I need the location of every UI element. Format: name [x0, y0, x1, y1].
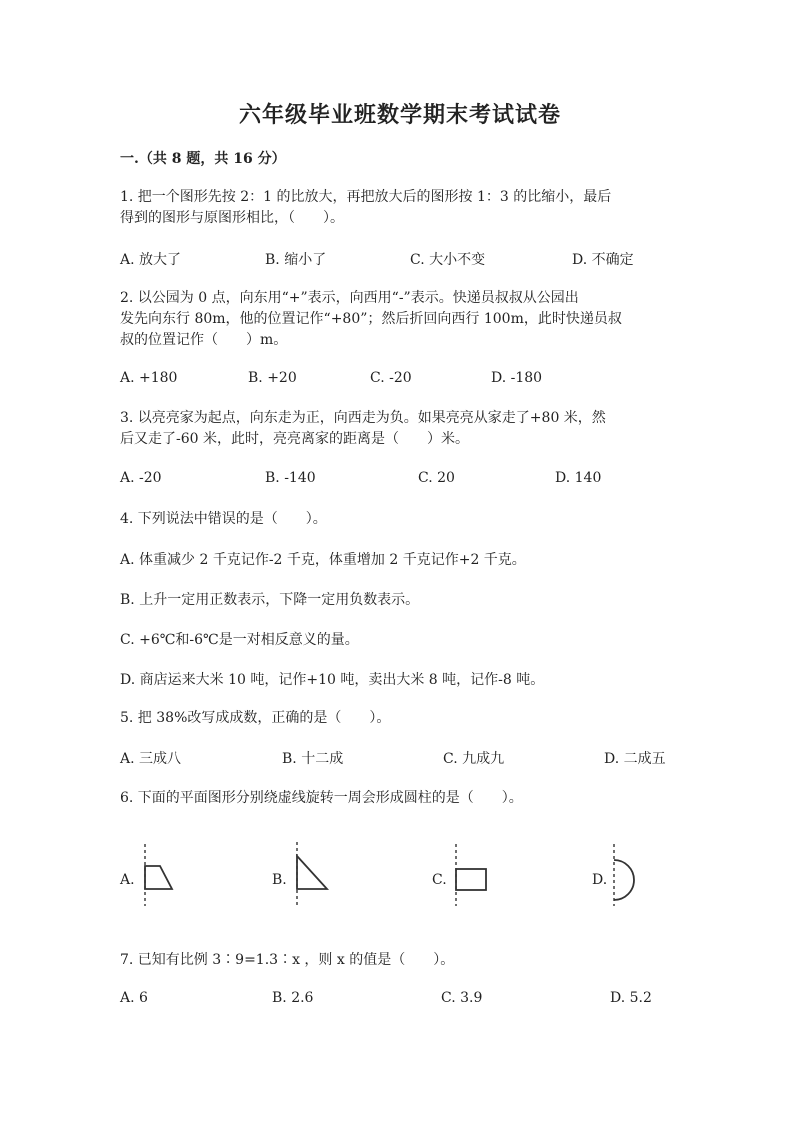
question-4-option-b: B. 上升一定用正数表示，下降一定用负数表示。 — [120, 592, 420, 608]
question-5-stem — [120, 708, 680, 729]
question-6-stem — [120, 788, 680, 809]
semicircle-figure-icon — [592, 840, 662, 910]
question-5-option-b: B. 十二成 — [282, 751, 344, 767]
question-3-stem-line: 后又走了-60 米，此时，亮亮离家的距离是（ ）米。 — [120, 431, 469, 447]
question-1-option-c: C. 大小不变 — [410, 252, 486, 268]
question-5-option-d: D. 二成五 — [604, 751, 666, 767]
question-1-stem — [120, 187, 680, 229]
question-2-option-c: C. -20 — [370, 370, 412, 386]
question-1-option-a: A. 放大了 — [120, 252, 182, 268]
question-4-option-c: C. +6℃和-6℃是一对相反意义的量。 — [120, 632, 359, 648]
question-6-option-c-label: C. — [432, 872, 447, 888]
question-7-stem-line: 7. 已知有比例 3∶9=1.3∶x ，则 x 的值是（ ）。 — [120, 952, 455, 968]
question-2-stem-line: 发先向东行 80m，他的位置记作“+80”；然后折回向西行 100m，此时快递员叔 — [120, 311, 622, 327]
exam-title: 六年级毕业班数学期末考试试卷 — [238, 102, 561, 128]
question-4-option-d: D. 商店运来大米 10 吨，记作+10 吨，卖出大米 8 吨，记作-8 吨。 — [120, 672, 545, 688]
question-1-stem-line: 1. 把一个图形先按 2：1 的比放大，再把放大后的图形按 1：3 的比缩小，最后 — [120, 189, 612, 205]
question-6-option-a — [120, 840, 190, 910]
question-6-option-b — [272, 840, 342, 910]
question-3-option-d: D. 140 — [555, 470, 602, 486]
section-heading: 一.（共 8 题，共 16 分） — [120, 151, 286, 167]
rectangle-figure-icon — [432, 840, 502, 910]
question-2-stem — [120, 288, 680, 351]
question-7-option-b: B. 2.6 — [272, 990, 314, 1006]
question-7-option-c: C. 3.9 — [441, 990, 483, 1006]
question-7-stem — [120, 950, 680, 971]
question-6-option-a-label: A. — [120, 872, 135, 888]
question-6-option-b-label: B. — [272, 872, 287, 888]
question-1-option-b: B. 缩小了 — [265, 252, 327, 268]
question-4-stem-line: 4. 下列说法中错误的是（ ）。 — [120, 511, 327, 527]
question-6-stem-line: 6. 下面的平面图形分别绕虚线旋转一周会形成圆柱的是（ ）。 — [120, 790, 523, 806]
question-2-stem-line: 2. 以公园为 0 点，向东用“+”表示，向西用“-”表示。快递员叔叔从公园出 — [120, 290, 579, 306]
question-4-option-a: A. 体重减少 2 千克记作-2 千克，体重增加 2 千克记作+2 千克。 — [120, 552, 526, 568]
question-6-option-d-label: D. — [592, 872, 608, 888]
question-4-stem — [120, 509, 680, 530]
question-6-option-c — [432, 840, 502, 910]
question-3-stem — [120, 408, 680, 450]
question-2-option-d: D. -180 — [491, 370, 543, 386]
question-3-option-b: B. -140 — [265, 470, 316, 486]
question-1-stem-line: 得到的图形与原图形相比，（ ）。 — [120, 210, 344, 226]
question-3-option-a: A. -20 — [120, 470, 162, 486]
trapezoid-figure-icon — [120, 840, 190, 910]
question-7-option-d: D. 5.2 — [610, 990, 652, 1006]
question-1-option-d: D. 不确定 — [572, 252, 634, 268]
question-3-stem-line: 3. 以亮亮家为起点，向东走为正，向西走为负。如果亮亮从家走了+80 米，然 — [120, 410, 606, 426]
question-5-option-a: A. 三成八 — [120, 751, 182, 767]
question-2-option-a: A. +180 — [120, 370, 178, 386]
question-2-stem-line: 叔的位置记作（ ）m。 — [120, 332, 288, 348]
question-2-option-b: B. +20 — [248, 370, 297, 386]
question-5-stem-line: 5. 把 38%改写成成数，正确的是（ ）。 — [120, 710, 391, 726]
question-7-option-a: A. 6 — [120, 990, 148, 1006]
question-5-option-c: C. 九成九 — [443, 751, 505, 767]
triangle-figure-icon — [272, 840, 342, 910]
question-3-option-c: C. 20 — [418, 470, 455, 486]
question-6-option-d — [592, 840, 662, 910]
